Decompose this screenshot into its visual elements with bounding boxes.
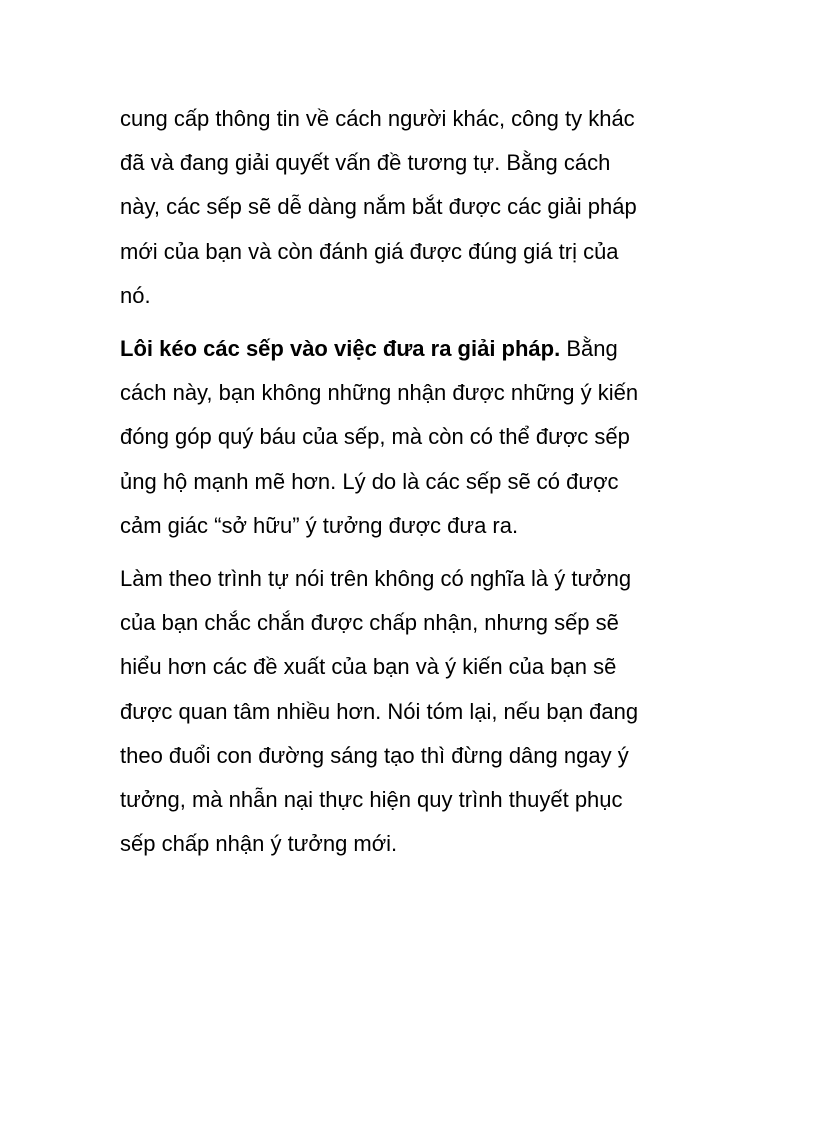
text-line: nó. [120,282,151,308]
text-line: của bạn chắc chắn được chấp nhận, nhưng sếp sẽ [120,610,619,636]
paragraph-3 [120,557,700,866]
text-line-lead [120,327,700,371]
text-line: đã và đang giải quyết vấn đề tương tự. Bằng cách [120,150,611,176]
text-line: này, các sếp sẽ dễ dàng nắm bắt được các giải pháp [120,194,637,220]
text-line: được quan tâm nhiều hơn. Nói tóm lại, nếu bạn đang [120,698,639,724]
lead-rest: Bằng [560,336,618,362]
text-line: mới của bạn và còn đánh giá được đúng giá trị của [120,238,619,264]
text-line: Làm theo trình tự nói trên không có nghĩa là ý tưởng [120,566,632,592]
text-line: hiểu hơn các đề xuất của bạn và ý kiến của bạn sẽ [120,654,617,680]
paragraph-2 [120,327,700,548]
bold-lead-sentence: Lôi kéo các sếp vào việc đưa ra giải pháp. [120,336,561,362]
text-line: theo đuổi con đường sáng tạo thì đừng dâng ngay ý [120,742,629,768]
text-line: cách này, bạn không những nhận được những ý kiến [120,380,639,406]
text-line: ủng hộ mạnh mẽ hơn. Lý do là các sếp sẽ có được [120,468,619,494]
text-line: sếp chấp nhận ý tưởng mới. [120,831,398,857]
paragraph-1 [120,97,700,318]
text-line: tưởng, mà nhẫn nại thực hiện quy trình thuyết phục [120,787,623,813]
text-line: cung cấp thông tin về cách người khác, công ty khác [120,106,635,131]
document-page [120,97,700,875]
text-line: đóng góp quý báu của sếp, mà còn có thể được sếp [120,424,630,450]
text-line: cảm giác “sở hữu” ý tưởng được đưa ra. [120,512,519,538]
